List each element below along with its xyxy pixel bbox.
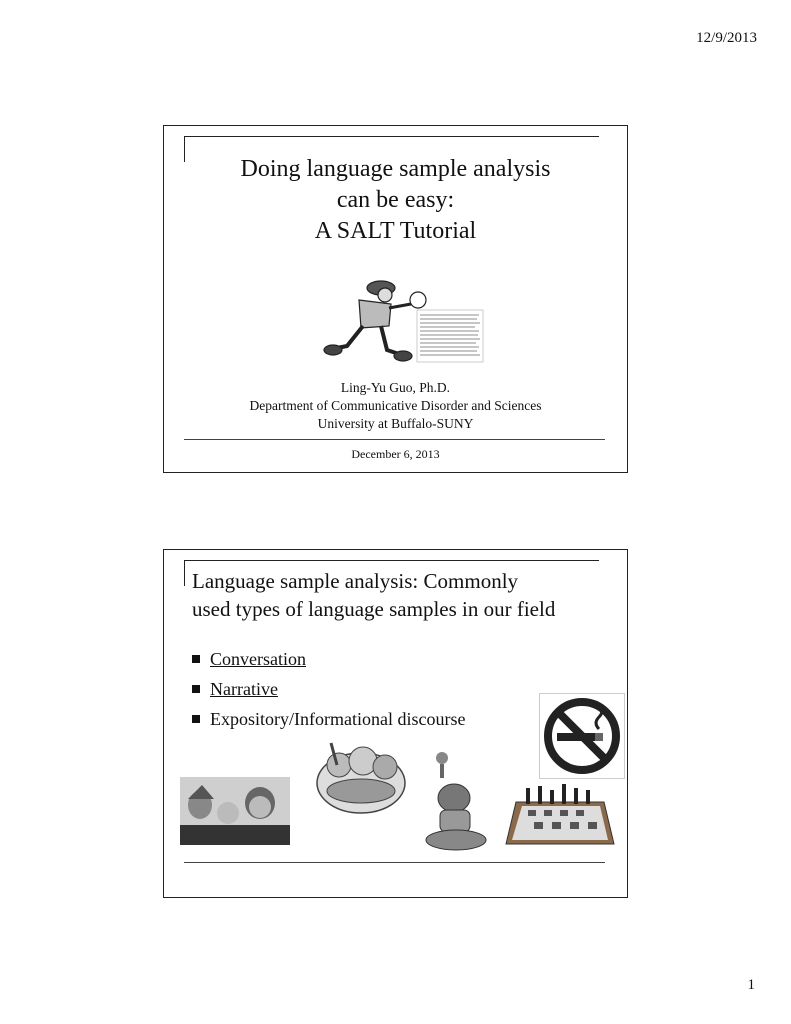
bullet-list [192, 644, 465, 734]
slide-2-title [192, 567, 555, 623]
slide-1 [163, 125, 628, 473]
cartoon-animals [311, 735, 409, 817]
bullet-square-icon [192, 685, 200, 693]
title-line: Doing language sample analysis [240, 156, 551, 182]
slide-1-date: December 6, 2013 [351, 447, 440, 461]
bullet-square-icon [192, 655, 200, 663]
header-date: 12/9/2013 [696, 30, 757, 46]
title-line: can be easy: [336, 187, 455, 213]
chessboard [504, 778, 616, 850]
detective-with-magnifying-glass-icon [319, 268, 494, 368]
slide-2 [163, 549, 628, 898]
bullet-text-expository: Expository/Informational discourse [210, 708, 466, 729]
title-line: Language sample analysis: Commonly [192, 569, 519, 593]
university: University at Buffalo-SUNY [317, 416, 474, 431]
title-line: A SALT Tutorial [314, 218, 477, 244]
slide-1-author-block [164, 379, 627, 433]
slide-top-rule [184, 136, 599, 137]
list-item [192, 644, 465, 674]
slide-1-title [164, 154, 627, 247]
cartoon-ogre [416, 748, 496, 854]
title-line: used types of language samples in our field [192, 597, 556, 621]
bullet-square-icon [192, 715, 200, 723]
author-name: Ling-Yu Guo, Ph.D. [340, 380, 451, 395]
slide-bottom-rule [184, 862, 605, 863]
slide-bottom-rule [184, 439, 605, 440]
list-item [192, 704, 465, 734]
list-item [192, 674, 465, 704]
page-number: 1 [747, 977, 755, 993]
slide-left-rule [184, 560, 185, 586]
family-photo [180, 777, 290, 845]
department: Department of Communicative Disorder and Sciences [249, 398, 542, 413]
bullet-link-conversation[interactable]: Conversation [210, 648, 306, 669]
no-smoking-icon [539, 693, 625, 779]
bullet-link-narrative[interactable]: Narrative [210, 678, 278, 699]
slide-top-rule [184, 560, 599, 561]
